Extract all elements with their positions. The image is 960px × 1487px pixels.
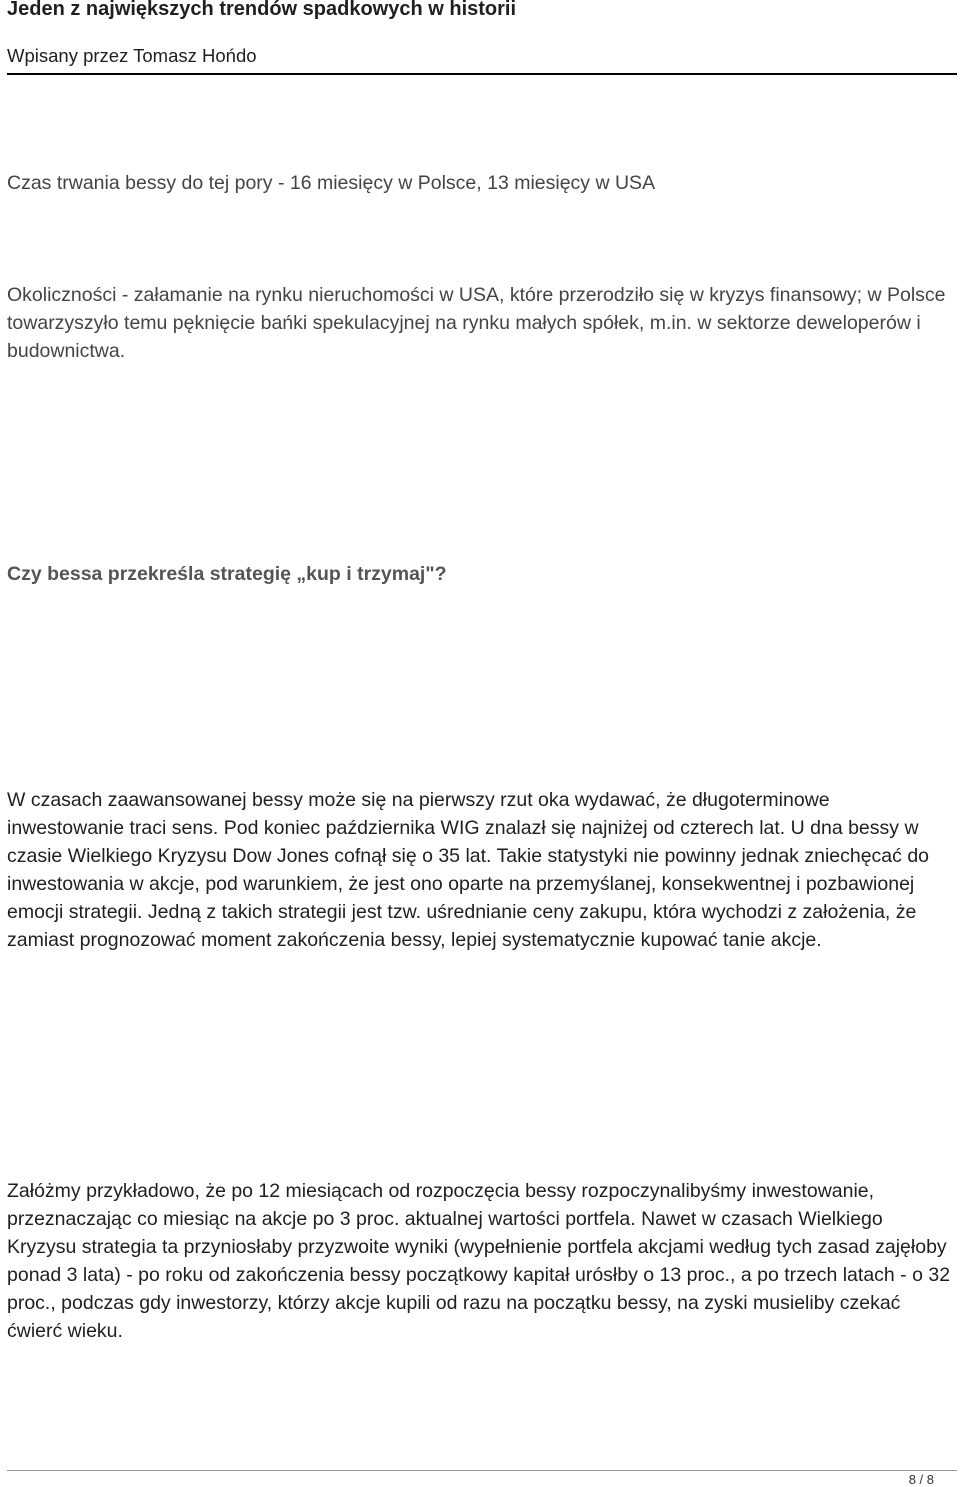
- header-divider: [7, 73, 957, 75]
- paragraph-strategy: W czasach zaawansowanej bessy może się na pierwszy rzut oka wydawać, że długoterminowe inwestowanie traci sens. Pod koniec października WIG znalazł się najniżej od czterech lat. U dna bessy w czasie Wielkiego Kryzysu Dow Jones cofnął się o 35 lat. Takie statystyki nie powinny jednak zniechęcać do inwestowania w akcje, pod warunkiem, że jest ono oparte na przemyślanej, konsekwentnej i pozbawionej emocji strategii. Jedną z takich strategii jest tzw. uśrednianie ceny zakupu, która wychodzi z założenia, że zamiast prognozować moment zakończenia bessy, lepiej systematycznie kupować tanie akcje.: [7, 789, 930, 951]
- paragraph-circumstances: Okoliczności - załamanie na rynku nieruchomości w USA, które przerodziło się w kryzys finansowy; w Polsce towarzyszyło temu pęknięcie bańki spekulacyjnej na rynku małych spółek, m.in. w sektorze deweloperów i budownictwa.: [7, 284, 946, 362]
- paragraph-duration: Czas trwania bessy do tej pory - 16 miesięcy w Polsce, 13 miesięcy w USA: [7, 172, 656, 194]
- footer-divider: [7, 1470, 957, 1471]
- page-number: 8 / 8: [908, 1472, 934, 1487]
- document-title: Jeden z największych trendów spadkowych w historii: [7, 0, 517, 20]
- author-line: Wpisany przez Tomasz Hońdo: [7, 45, 257, 66]
- section-subheading: Czy bessa przekreśla strategię „kup i trzymaj"?: [7, 563, 447, 585]
- paragraph-example: Załóżmy przykładowo, że po 12 miesiącach od rozpoczęcia bessy rozpoczynalibyśmy inwestowanie, przeznaczając co miesiąc na akcje po 3 proc. aktualnej wartości portfela. Nawet w czasach Wielkiego Kryzysu strategia ta przyniosłaby przyzwoite wyniki (wypełnienie portfela akcjami według tych zasad zajęłoby ponad 3 lata) - po roku od zakończenia bessy początkowy kapitał urósłby o 13 proc., a po trzech latach - o 32 proc., podczas gdy inwestorzy, którzy akcje kupili od razu na początku bessy, na zyski musieliby czekać ćwierć wieku.: [7, 1180, 951, 1342]
